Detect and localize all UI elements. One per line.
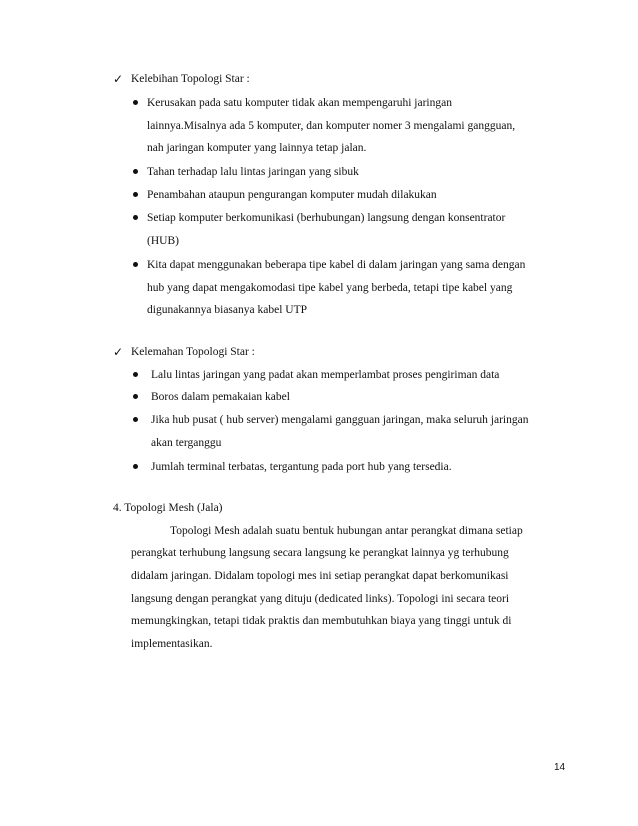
check-icon: ✓ xyxy=(113,72,124,86)
mesh-heading: 4. Topologi Mesh (Jala) xyxy=(113,502,223,514)
kelebihan-item-1-line-3: nah jaringan komputer yang lainnya tetap jalan. xyxy=(147,142,367,154)
page-number: 14 xyxy=(554,762,566,773)
kelemahan-item-4: Jumlah terminal terbatas, tergantung pada port hub yang tersedia. xyxy=(151,461,452,473)
bullet-icon xyxy=(133,417,138,422)
kelemahan-item-1: Lalu lintas jaringan yang padat akan memperlambat proses pengiriman data xyxy=(151,369,500,381)
mesh-paragraph-line-1: Topologi Mesh adalah suatu bentuk hubungan antar perangkat dimana setiap xyxy=(170,525,523,537)
mesh-paragraph-line-4: langsung dengan perangkat yang dituju (dedicated links). Topologi ini secara teori xyxy=(131,593,510,605)
kelebihan-item-2: Tahan terhadap lalu lintas jaringan yang sibuk xyxy=(147,166,359,178)
mesh-paragraph-line-6: implementasikan. xyxy=(131,638,213,650)
bullet-icon xyxy=(133,394,138,399)
mesh-paragraph-line-2: perangkat terhubung langsung secara langsung ke perangkat lainnya yg terhubung xyxy=(131,547,509,559)
bullet-icon xyxy=(133,262,138,267)
bullet-icon xyxy=(133,464,138,469)
kelebihan-item-5-line-1: Kita dapat menggunakan beberapa tipe kabel di dalam jaringan yang sama dengan xyxy=(147,259,526,271)
bullet-icon xyxy=(133,372,138,377)
bullet-icon xyxy=(133,192,138,197)
kelebihan-item-4-line-1: Setiap komputer berkomunikasi (berhubungan) langsung dengan konsentrator xyxy=(147,212,506,224)
bullet-icon xyxy=(133,100,138,105)
kelemahan-heading: Kelemahan Topologi Star : xyxy=(131,346,255,358)
kelebihan-item-4-line-2: (HUB) xyxy=(147,235,179,247)
mesh-paragraph-line-5: memungkingkan, tetapi tidak praktis dan membutuhkan biaya yang tinggi untuk di xyxy=(131,615,512,627)
kelemahan-item-2: Boros dalam pemakaian kabel xyxy=(151,391,290,403)
bullet-icon xyxy=(133,215,138,220)
kelebihan-item-5-line-2: hub yang dapat mengakomodasi tipe kabel yang berbeda, tetapi tipe kabel yang xyxy=(147,282,513,294)
kelebihan-item-5-line-3: digunakannya biasanya kabel UTP xyxy=(147,304,307,316)
mesh-paragraph-line-3: didalam jaringan. Didalam topologi mes ini setiap perangkat dapat berkomunikasi xyxy=(131,570,509,582)
kelebihan-item-1-line-2: lainnya.Misalnya ada 5 komputer, dan komputer nomer 3 mengalami gangguan, xyxy=(147,120,516,132)
kelebihan-item-1-line-1: Kerusakan pada satu komputer tidak akan mempengaruhi jaringan xyxy=(147,97,452,109)
bullet-icon xyxy=(133,169,138,174)
kelemahan-item-3-line-2: akan terganggu xyxy=(151,437,222,449)
kelebihan-item-3: Penambahan ataupun pengurangan komputer mudah dilakukan xyxy=(147,189,437,201)
check-icon: ✓ xyxy=(113,345,124,359)
kelebihan-heading: Kelebihan Topologi Star : xyxy=(131,73,250,85)
kelemahan-item-3-line-1: Jika hub pusat ( hub server) mengalami gangguan jaringan, maka seluruh jaringan xyxy=(151,414,529,426)
